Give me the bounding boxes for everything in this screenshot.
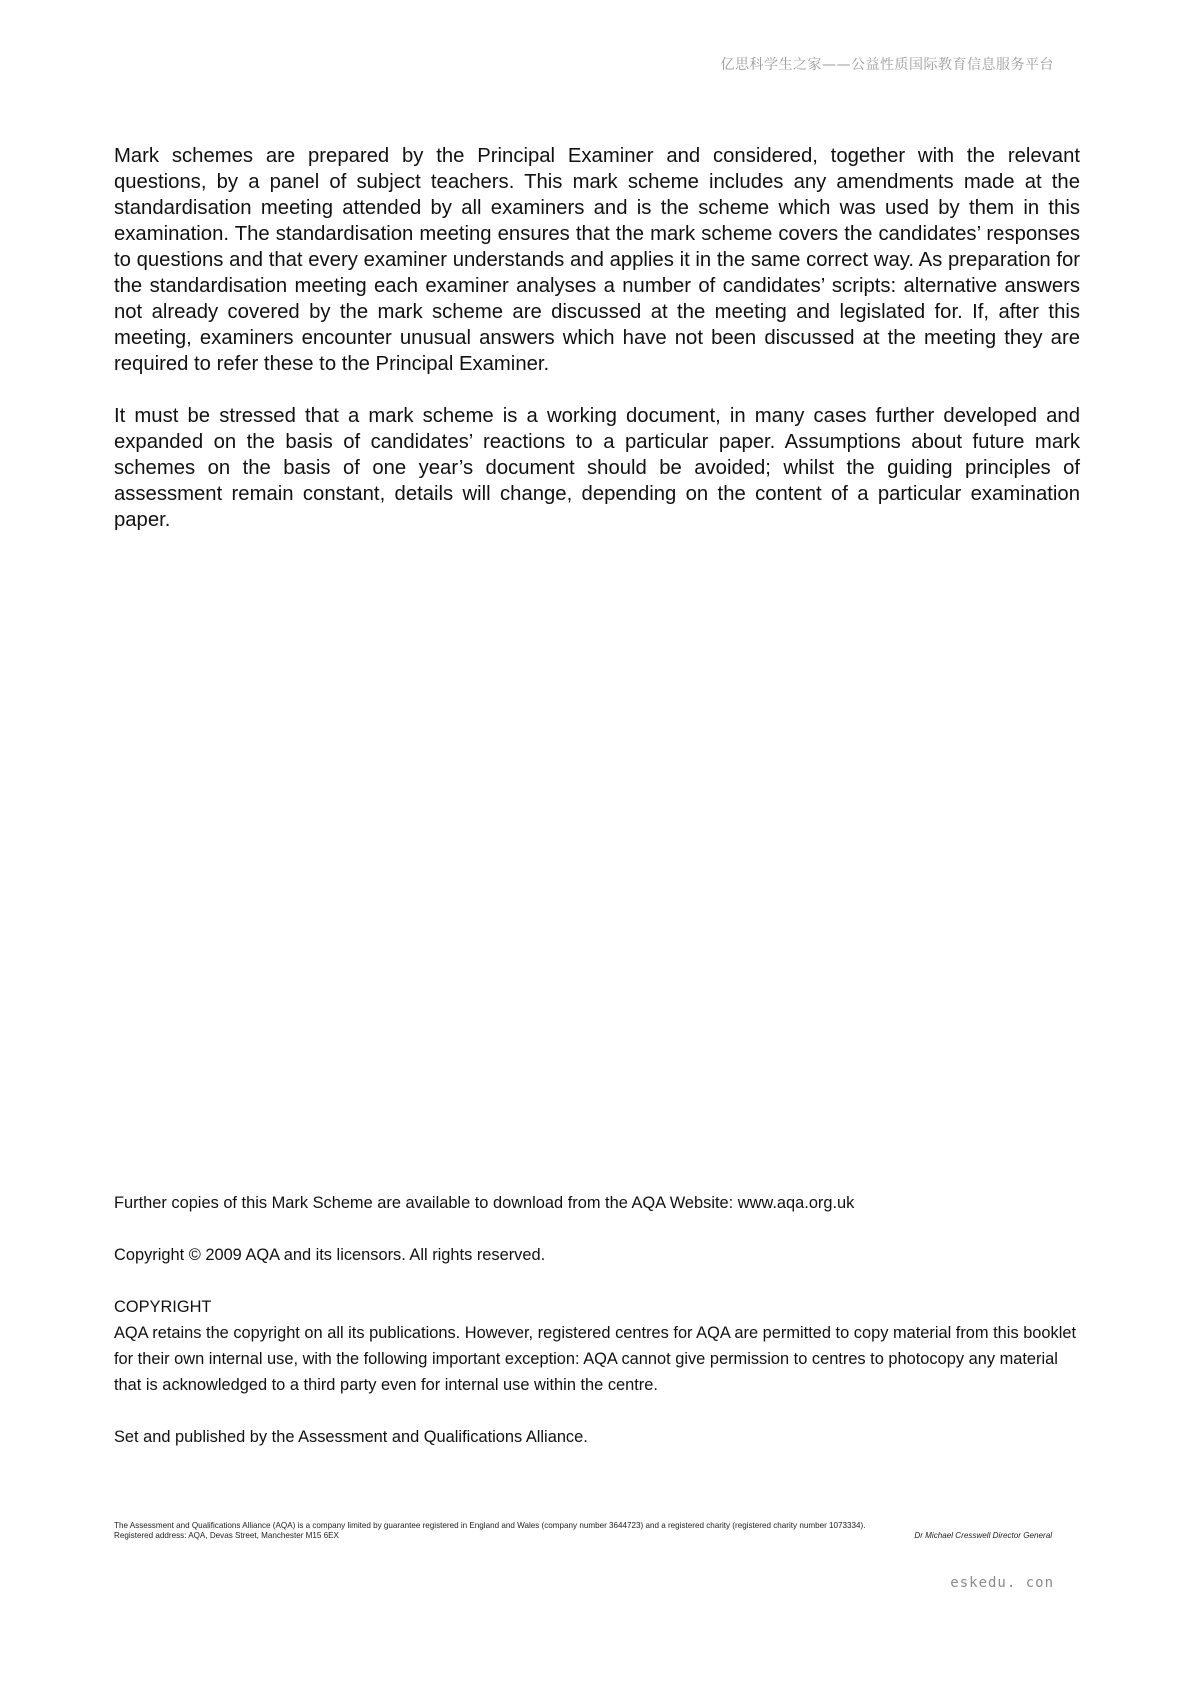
published-by-note: Set and published by the Assessment and Qualifications Alliance.: [114, 1428, 588, 1446]
copyright-body: AQA retains the copyright on all its publications. However, registered centres for AQA are permitted to copy material from this booklet for their own internal use, with the following important exception: AQA cannot give permission to centres to photocopy any material that is acknowledged to a third party even for internal use within the centre.: [114, 1324, 1077, 1394]
copyright-heading: COPYRIGHT: [114, 1298, 212, 1316]
copyright-line: Copyright © 2009 AQA and its licensors. All rights reserved.: [114, 1246, 546, 1264]
main-body-text: [114, 143, 1080, 533]
header-watermark-banner: 亿思科学生之家——公益性质国际教育信息服务平台: [720, 57, 1054, 73]
copyright-info-block: [114, 1190, 1080, 1450]
paragraph-working-document: It must be stressed that a mark scheme is a working document, in many cases further developed and expanded on the basis of candidates’ reactions to a particular paper. Assumptions about future mark schemes on the basis of one year’s document should be avoided; whilst the guiding principles of assessment remain constant, details will change, depending on the content of a particular examination paper.: [114, 405, 1080, 531]
footer-registered-address: Registered address: AQA, Devas Street, Manchester M15 6EX: [114, 1531, 339, 1540]
footer-company-info: The Assessment and Qualifications Alliance (AQA) is a company limited by guarantee registered in England and Wales (company number 3644723) and a registered charity (registered charity number 1073334).: [114, 1521, 866, 1530]
paragraph-mark-scheme-preparation: Mark schemes are prepared by the Principal Examiner and considered, together with the relevant questions, by a panel of subject teachers. This mark scheme includes any amendments made at the standardisation meeting attended by all examiners and is the scheme which was used by them in this examination. The standardisation meeting ensures that the mark scheme covers the candidates’ responses to questions and that every examiner understands and applies it in the same correct way. As preparation for the standardisation meeting each examiner analyses a number of candidates’ scripts: alternative answers not already covered by the mark scheme are discussed at the meeting and legislated for. If, after this meeting, examiners encounter unusual answers which have not been discussed at the meeting they are required to refer these to the Principal Examiner.: [114, 145, 1080, 375]
further-copies-note: Further copies of this Mark Scheme are available to download from the AQA Website: www.aqa.org.uk: [114, 1194, 855, 1212]
footer-address-row: [114, 1531, 1080, 1541]
footer-director-general: Dr Michael Cresswell Director General: [914, 1531, 1052, 1540]
footer-legal: [114, 1521, 1080, 1541]
footer-site-watermark: eskedu. con: [950, 1575, 1054, 1591]
